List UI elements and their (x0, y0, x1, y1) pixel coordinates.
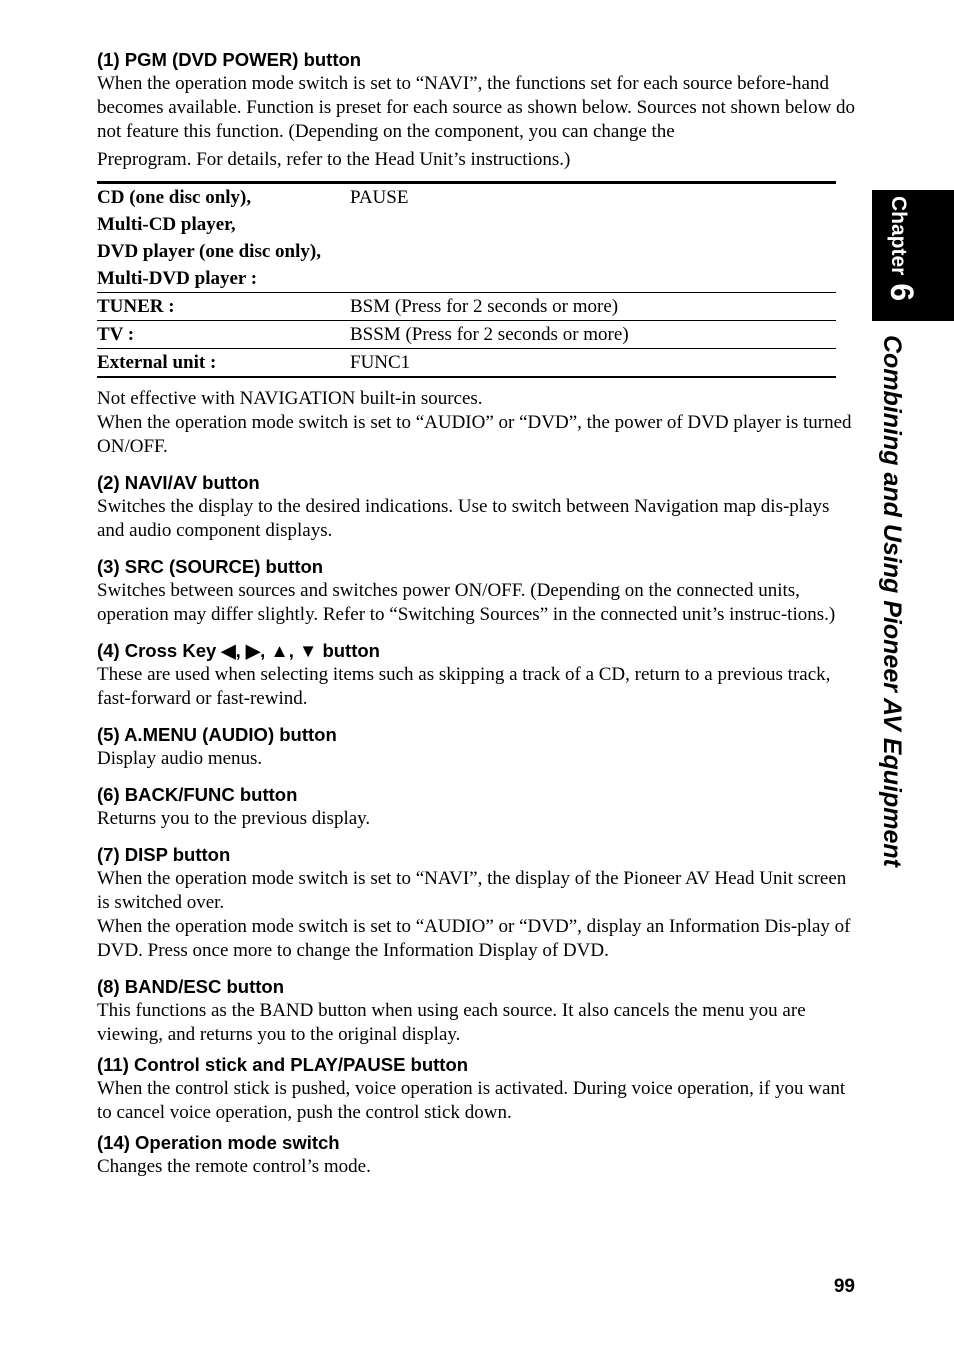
section-operation-mode-switch (97, 1131, 857, 1179)
section-heading: (1) PGM (DVD POWER) button (97, 49, 362, 70)
table-cell-function: BSSM (Press for 2 seconds or more) (350, 321, 836, 349)
section-back-func-button (97, 783, 857, 831)
paragraph: These are used when selecting items such as skipping a track of a CD, return to a previous track, fast-forward or fast-rewind. (97, 664, 831, 709)
section-cross-key-button (97, 639, 857, 711)
page-content (97, 48, 857, 1179)
section-navi-av-button (97, 471, 857, 543)
paragraph: Switches the display to the desired indications. Use to switch between Navigation map dis-plays and audio component displays. (97, 496, 830, 541)
page-number: 99 (833, 1276, 855, 1297)
paragraph: Not effective with NAVIGATION built-in sources. (97, 388, 483, 409)
section-heading: (3) SRC (SOURCE) button (97, 556, 324, 577)
paragraph: Display audio menus. (97, 748, 263, 769)
section-disp-button (97, 843, 857, 963)
chapter-title: Combining and Using Pioneer AV Equipment (878, 335, 906, 867)
table-cell-source (97, 183, 350, 293)
table-cell-source: TUNER : (97, 293, 350, 321)
section-heading: (4) Cross Key ◀, ▶, ▲, ▼ button (97, 640, 380, 661)
section-heading: (14) Operation mode switch (97, 1132, 340, 1153)
table-cell-function: PAUSE (350, 187, 409, 208)
section-band-esc-button (97, 975, 857, 1047)
paragraph: When the operation mode switch is set to “AUDIO” or “DVD”, display an Information Dis-play of DVD. Press once more to change the Information Display of DVD. (97, 916, 851, 961)
paragraph: Switches between sources and switches power ON/OFF. (Depending on the connected units, operation may differ slightly. Refer to “Switching Sources” in the connected unit’s instruc-tions.) (97, 580, 836, 625)
table-row (97, 183, 836, 293)
paragraph: Changes the remote control’s mode. (97, 1156, 371, 1177)
table-cell-function: BSM (Press for 2 seconds or more) (350, 293, 836, 321)
table-row (97, 349, 836, 378)
section-amenu-button (97, 723, 857, 771)
section-control-stick (97, 1053, 857, 1125)
paragraph: When the operation mode switch is set to “NAVI”, the functions set for each source before-hand becomes available. Function is preset for each source as shown below. Sources not shown below do not feature this function. (Depending on the component, you can change the (97, 73, 856, 142)
source-line: Multi-CD player, (97, 214, 236, 235)
table-cell-function: FUNC1 (350, 349, 836, 378)
table-cell-source: TV : (97, 321, 350, 349)
chapter-label (872, 190, 954, 321)
section-heading: (8) BAND/ESC button (97, 976, 285, 997)
section-heading: (11) Control stick and PLAY/PAUSE button (97, 1054, 469, 1075)
table-row (97, 321, 836, 349)
chapter-number: 6 (884, 283, 920, 302)
paragraph: Preprogram. For details, refer to the Head Unit’s instructions.) (97, 149, 571, 170)
section-heading: (2) NAVI/AV button (97, 472, 260, 493)
paragraph: When the control stick is pushed, voice operation is activated. During voice operation, if you want to cancel voice operation, push the control stick down. (97, 1078, 846, 1123)
source-line: DVD player (one disc only), (97, 241, 321, 262)
paragraph: Returns you to the previous display. (97, 808, 371, 829)
section-heading: (5) A.MENU (AUDIO) button (97, 724, 337, 745)
section-heading: (6) BACK/FUNC button (97, 784, 298, 805)
section-src-button (97, 555, 857, 627)
section-heading: (7) DISP button (97, 844, 231, 865)
table-row (97, 293, 836, 321)
preset-function-table (97, 181, 836, 378)
paragraph: When the operation mode switch is set to “NAVI”, the display of the Pioneer AV Head Unit screen is switched over. (97, 868, 847, 913)
section-pgm-button (97, 48, 857, 459)
source-line: CD (one disc only), (97, 187, 252, 208)
source-line: Multi-DVD player : (97, 268, 258, 289)
paragraph: This functions as the BAND button when using each source. It also cancels the menu you are viewing, and returns you to the original display. (97, 1000, 806, 1045)
paragraph: When the operation mode switch is set to “AUDIO” or “DVD”, the power of DVD player is turned ON/OFF. (97, 412, 852, 457)
chapter-word: Chapter (887, 196, 910, 276)
chapter-tab (872, 190, 954, 321)
table-cell-source: External unit : (97, 349, 350, 378)
